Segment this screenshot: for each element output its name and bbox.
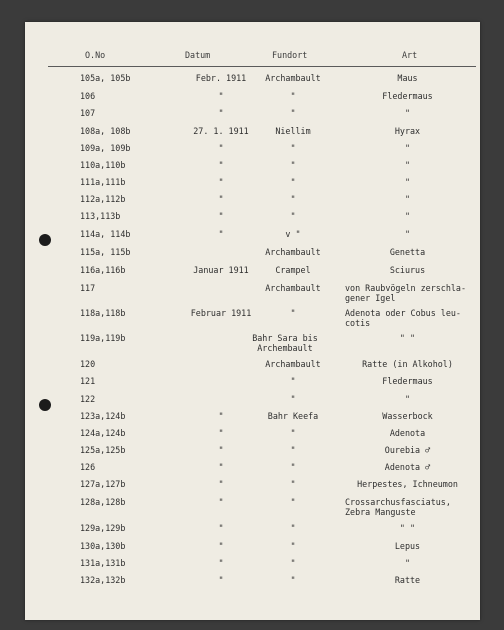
cell-species: " [404,160,411,170]
cell-species: Crossarchusfasciatus, [345,497,451,507]
cell-location: " [290,558,296,568]
cell-location: " [290,575,296,585]
cell-catalog-number: 129a,129b [80,523,126,533]
cell-catalog-number: 128a,128b [80,497,126,507]
punch-hole [39,234,51,246]
cell-catalog-number: 131a,131b [80,558,126,568]
cell-catalog-number: 118a,118b [80,308,126,318]
cell-date: Januar 1911 [193,265,249,275]
cell-catalog-number: 115a, 115b [80,247,131,257]
cell-location: " [290,462,296,472]
cell-species-cont: cotis [345,318,371,328]
cell-date: " [218,194,224,204]
header-art: Art [402,50,418,60]
cell-species: Fledermaus [382,376,433,386]
header-fundort: Fundort [272,50,308,60]
header-rule [48,66,476,67]
cell-date: " [218,211,224,221]
cell-catalog-number: 110a,110b [80,160,126,170]
cell-location: " [290,308,296,318]
cell-catalog-number: 109a, 109b [80,143,131,153]
cell-catalog-number: 119a,119b [80,333,126,343]
cell-location: " [290,445,296,455]
cell-location: " [290,194,296,204]
cell-date: " [218,479,224,489]
cell-catalog-number: 121 [80,376,96,386]
cell-species: von Raubvögeln zerschla- [345,283,467,293]
cell-date: " [218,462,224,472]
cell-catalog-number: 105a, 105b [80,73,131,83]
cell-location: " [290,211,296,221]
cell-location: " [290,479,296,489]
cell-catalog-number: 116a,116b [80,265,126,275]
cell-catalog-number: 132a,132b [80,575,126,585]
cell-catalog-number: 117 [80,283,96,293]
cell-species: Hyrax [394,126,421,136]
cell-date: " [218,523,224,533]
cell-catalog-number: 130a,130b [80,541,126,551]
cell-location: v " [285,229,301,239]
cell-catalog-number: 127a,127b [80,479,126,489]
cell-location: " [290,428,296,438]
cell-catalog-number: 107 [80,108,96,118]
cell-date: " [218,143,224,153]
cell-species-cont: Zebra Manguste [345,507,416,517]
cell-date: Februar 1911 [190,308,252,318]
cell-date: 27. 1. 1911 [193,126,249,136]
cell-date: " [218,541,224,551]
cell-catalog-number: 114a, 114b [80,229,131,239]
cell-catalog-number: 113,113b [80,211,121,221]
cell-species: Herpestes, Ichneumon [357,479,458,489]
cell-species-cont: gener Igel [345,293,396,303]
cell-date: " [218,177,224,187]
cell-location-cont: Archembault [257,343,313,353]
cell-species: Adenota oder Cobus leu- [345,308,461,318]
cell-species: Lepus [394,541,421,551]
cell-location: Bahr Keefa [267,411,319,421]
cell-location: Niellim [275,126,311,136]
cell-date: " [218,108,224,118]
cell-date: " [218,575,224,585]
cell-catalog-number: 112a,112b [80,194,126,204]
header-datum: Datum [185,50,211,60]
cell-date: " [218,411,224,421]
cell-location: Archambault [265,283,321,293]
cell-location: " [290,541,296,551]
cell-location: Archambault [265,359,321,369]
cell-species: " " [399,523,416,533]
cell-species: Ratte (in Alkohol) [362,359,453,369]
cell-date: " [218,160,224,170]
cell-location: " [290,160,296,170]
cell-location: " [290,523,296,533]
cell-catalog-number: 125a,125b [80,445,126,455]
cell-species: " [404,194,411,204]
cell-species: " [404,108,411,118]
cell-species: Maus [397,73,418,83]
cell-catalog-number: 122 [80,394,96,404]
cell-species: " [404,558,411,568]
cell-location: " [290,91,296,101]
cell-location: Archambault [265,73,321,83]
cell-location: " [290,143,296,153]
cell-species: " [404,394,411,404]
cell-species: Ourebia ♂ [384,445,431,455]
cell-location: " [290,177,296,187]
cell-date: Febr. 1911 [195,73,247,83]
cell-location: " [290,376,296,386]
document-page [25,22,480,620]
cell-species: Sciurus [389,265,426,275]
cell-date: " [218,497,224,507]
cell-date: " [218,428,224,438]
cell-date: " [218,91,224,101]
cell-catalog-number: 124a,124b [80,428,126,438]
cell-species: " " [399,333,416,343]
cell-location: " [290,394,296,404]
cell-species: Genetta [389,247,426,257]
cell-species: Adenota [389,428,426,438]
cell-species: " [404,211,411,221]
cell-catalog-number: 111a,111b [80,177,126,187]
punch-hole [39,399,51,411]
cell-species: Adenota ♂ [384,462,431,472]
header-on: O.No [85,50,106,60]
cell-catalog-number: 123a,124b [80,411,126,421]
cell-species: Fledermaus [382,91,433,101]
cell-location: Crampel [275,265,311,275]
cell-location: " [290,108,296,118]
cell-species: Ratte [394,575,421,585]
cell-catalog-number: 120 [80,359,96,369]
cell-location: " [290,497,296,507]
cell-date: " [218,558,224,568]
cell-catalog-number: 126 [80,462,96,472]
cell-location: Bahr Sara bis [252,333,318,343]
cell-date: " [218,229,224,239]
cell-catalog-number: 106 [80,91,96,101]
cell-location: Archambault [265,247,321,257]
cell-species: " [404,229,411,239]
cell-catalog-number: 108a, 108b [80,126,131,136]
cell-species: " [404,177,411,187]
cell-species: " [404,143,411,153]
cell-species: Wasserbock [382,411,433,421]
cell-date: " [218,445,224,455]
